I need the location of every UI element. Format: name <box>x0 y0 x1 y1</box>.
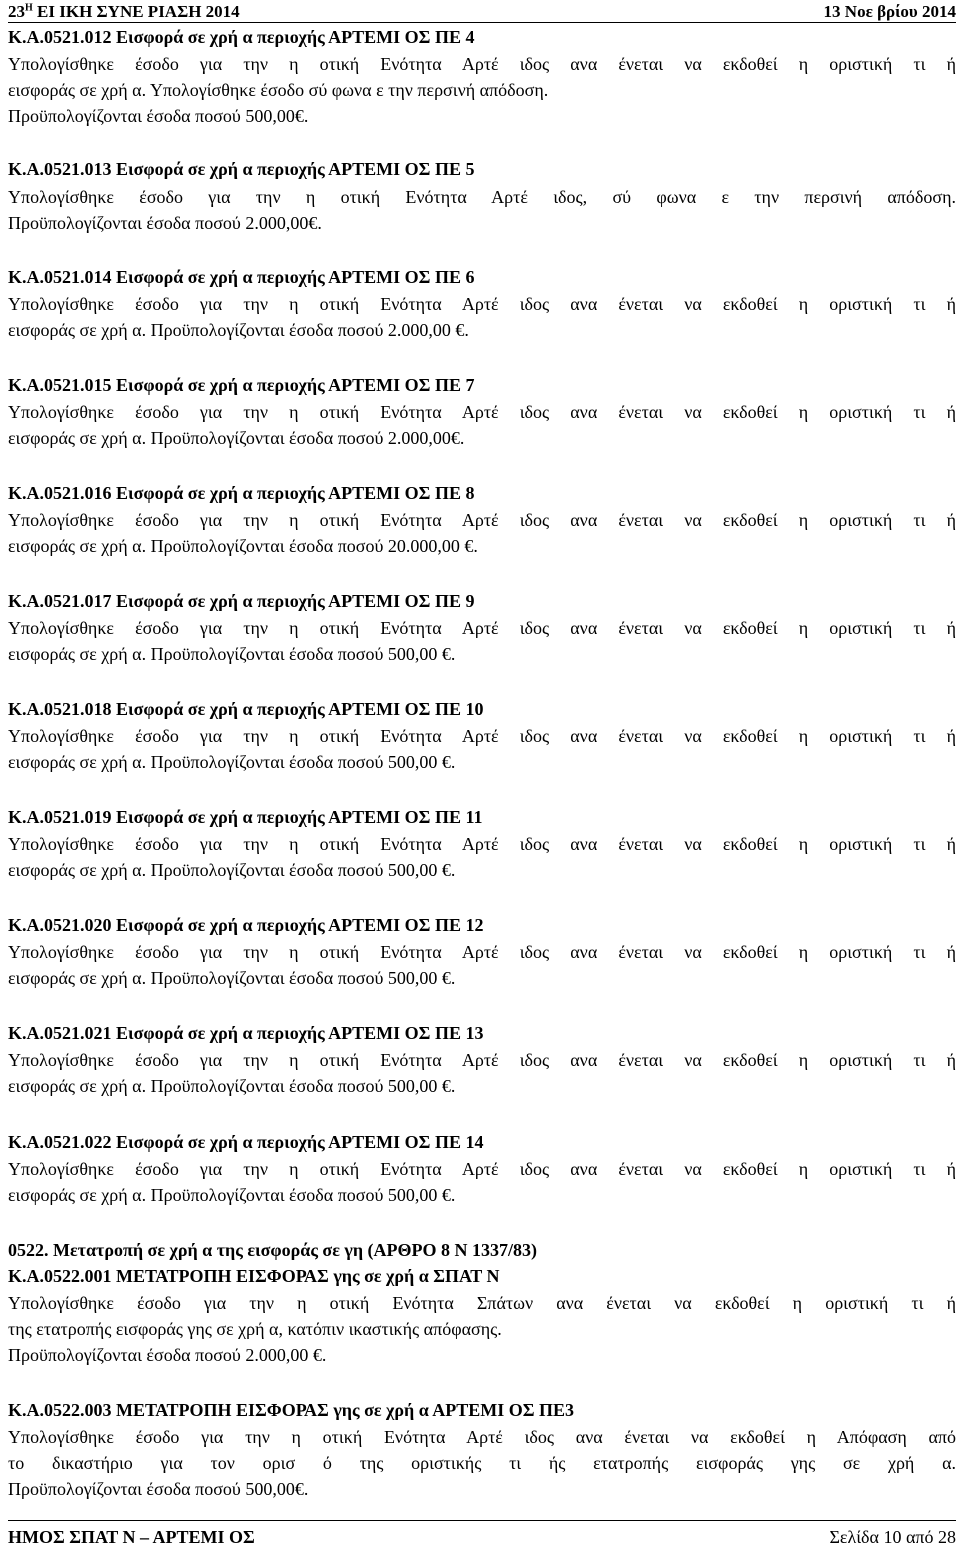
budget-line: εισφοράς σε χρή α. Προϋπολογίζονται έσοδα ποσού 2.000,00€. <box>8 428 465 448</box>
municipality-name: ΗΜΟΣ ΣΠΑΤ Ν – ΑΡΤΕΜΙ ΟΣ <box>8 1527 255 1547</box>
item-heading: Κ.Α.0521.012 Εισφορά σε χρή α περιοχής ΑΡΤΕΜΙ ΟΣ ΠΕ 4 <box>8 27 475 47</box>
budget-line: εισφοράς σε χρή α. Προϋπολογίζονται έσοδα ποσού 500,00 €. <box>8 644 456 664</box>
body-line: Υπολογίσθηκε έσοδο για την η οτική Ενότητα Αρτέ ιδος ανα ένεται να εκδοθεί η οριστική τι ή <box>8 834 956 854</box>
body-line: Υπολογίσθηκε έσοδο για την η οτική Ενότητα Αρτέ ιδος ανα ένεται να εκδοθεί η οριστική τι ή <box>8 402 956 422</box>
section-heading: 0522. Μετατροπή σε χρή α της εισφοράς σε γη (ΑΡΘΡΟ 8 Ν 1337/83) <box>8 1240 538 1260</box>
budget-line: εισφοράς σε χρή α. Προϋπολογίζονται έσοδα ποσού 500,00 €. <box>8 1185 456 1205</box>
body-line: Υπολογίσθηκε έσοδο για την η οτική Ενότητα Αρτέ ιδος ανα ένεται να εκδοθεί η Απόφαση από <box>8 1427 956 1447</box>
item-heading: Κ.Α.0521.013 Εισφορά σε χρή α περιοχής ΑΡΤΕΜΙ ΟΣ ΠΕ 5 <box>8 159 475 179</box>
budget-line: εισφοράς σε χρή α. Προϋπολογίζονται έσοδα ποσού 500,00 €. <box>8 752 456 772</box>
item-heading: Κ.Α.0521.014 Εισφορά σε χρή α περιοχής ΑΡΤΕΜΙ ΟΣ ΠΕ 6 <box>8 267 475 287</box>
item-heading: Κ.Α.0521.017 Εισφορά σε χρή α περιοχής ΑΡΤΕΜΙ ΟΣ ΠΕ 9 <box>8 591 475 611</box>
page-number: Σελίδα 10 από 28 <box>829 1527 956 1547</box>
item-heading: Κ.Α.0521.019 Εισφορά σε χρή α περιοχής ΑΡΤΕΜΙ ΟΣ ΠΕ 11 <box>8 807 483 827</box>
budget-line: εισφοράς σε χρή α. Προϋπολογίζονται έσοδα ποσού 2.000,00 €. <box>8 320 469 340</box>
body-line: Υπολογίσθηκε έσοδο για την η οτική Ενότητα Αρτέ ιδος, σύ φωνα ε την περσινή απόδοση. <box>8 187 956 207</box>
body-line: το δικαστήριο για τον ορισ ό της οριστικής τι ής ετατροπής εισφοράς γης σε χρή α. <box>8 1453 956 1473</box>
budget-line: εισφοράς σε χρή α. Προϋπολογίζονται έσοδα ποσού 500,00 €. <box>8 860 456 880</box>
session-title <box>8 2 240 22</box>
item-heading: Κ.Α.0522.003 ΜΕΤΑΤΡΟΠΗ ΕΙΣΦΟΡΑΣ γης σε χρή α ΑΡΤΕΜΙ ΟΣ ΠΕ3 <box>8 1400 575 1420</box>
body-line: Υπολογίσθηκε έσοδο για την η οτική Ενότητα Αρτέ ιδος ανα ένεται να εκδοθεί η οριστική τι ή <box>8 618 956 638</box>
item-heading: Κ.Α.0521.020 Εισφορά σε χρή α περιοχής ΑΡΤΕΜΙ ΟΣ ΠΕ 12 <box>8 915 484 935</box>
budget-line: Προϋπολογίζονται έσοδα ποσού 2.000,00€. <box>8 213 322 233</box>
budget-line: εισφοράς σε χρή α. Προϋπολογίζονται έσοδα ποσού 500,00 €. <box>8 968 456 988</box>
body-line: της ετατροπής εισφοράς γης σε χρή α, κατόπιν ικαστικής απόφασης. <box>8 1319 502 1339</box>
body-line: Υπολογίσθηκε έσοδο για την η οτική Ενότητα Αρτέ ιδος ανα ένεται να εκδοθεί η οριστική τι ή <box>8 1050 956 1070</box>
budget-line: Προϋπολογίζονται έσοδα ποσού 500,00€. <box>8 1479 309 1499</box>
body-line: εισφοράς σε χρή α. Υπολογίσθηκε έσοδο σύ φωνα ε την περσινή απόδοση. <box>8 80 549 100</box>
item-heading: Κ.Α.0521.018 Εισφορά σε χρή α περιοχής ΑΡΤΕΜΙ ΟΣ ΠΕ 10 <box>8 699 484 719</box>
item-heading: Κ.Α.0522.001 ΜΕΤΑΤΡΟΠΗ ΕΙΣΦΟΡΑΣ γης σε χρή α ΣΠΑΤ Ν <box>8 1266 500 1286</box>
body-line: Υπολογίσθηκε έσοδο για την η οτική Ενότητα Σπάτων ανα ένεται να εκδοθεί η οριστική τι ή <box>8 1293 956 1313</box>
budget-line: εισφοράς σε χρή α. Προϋπολογίζονται έσοδα ποσού 500,00 €. <box>8 1076 456 1096</box>
budget-line: εισφοράς σε χρή α. Προϋπολογίζονται έσοδα ποσού 20.000,00 €. <box>8 536 478 556</box>
page-header <box>8 2 956 23</box>
session-number-suffix: Η <box>25 2 33 14</box>
item-heading: Κ.Α.0521.021 Εισφορά σε χρή α περιοχής ΑΡΤΕΜΙ ΟΣ ΠΕ 13 <box>8 1023 484 1043</box>
body-line: Υπολογίσθηκε έσοδο για την η οτική Ενότητα Αρτέ ιδος ανα ένεται να εκδοθεί η οριστική τι ή <box>8 942 956 962</box>
body-line: Υπολογίσθηκε έσοδο για την η οτική Ενότητα Αρτέ ιδος ανα ένεται να εκδοθεί η οριστική τι ή <box>8 510 956 530</box>
session-title-text: ΕΙ ΙΚΗ ΣΥΝΕ ΡΙΑΣΗ 2014 <box>32 2 240 21</box>
body-line: Υπολογίσθηκε έσοδο για την η οτική Ενότητα Αρτέ ιδος ανα ένεται να εκδοθεί η οριστική τι ή <box>8 54 956 74</box>
page-footer <box>8 1520 956 1547</box>
item-heading: Κ.Α.0521.016 Εισφορά σε χρή α περιοχής ΑΡΤΕΜΙ ΟΣ ΠΕ 8 <box>8 483 475 503</box>
body-line: Υπολογίσθηκε έσοδο για την η οτική Ενότητα Αρτέ ιδος ανα ένεται να εκδοθεί η οριστική τι ή <box>8 726 956 746</box>
budget-line: Προϋπολογίζονται έσοδα ποσού 500,00€. <box>8 106 309 126</box>
budget-line: Προϋπολογίζονται έσοδα ποσού 2.000,00 €. <box>8 1345 327 1365</box>
session-number: 23 <box>8 2 25 21</box>
item-heading: Κ.Α.0521.022 Εισφορά σε χρή α περιοχής ΑΡΤΕΜΙ ΟΣ ΠΕ 14 <box>8 1132 484 1152</box>
body-line: Υπολογίσθηκε έσοδο για την η οτική Ενότητα Αρτέ ιδος ανα ένεται να εκδοθεί η οριστική τι ή <box>8 294 956 314</box>
item-heading: Κ.Α.0521.015 Εισφορά σε χρή α περιοχής ΑΡΤΕΜΙ ΟΣ ΠΕ 7 <box>8 375 475 395</box>
body-line: Υπολογίσθηκε έσοδο για την η οτική Ενότητα Αρτέ ιδος ανα ένεται να εκδοθεί η οριστική τι ή <box>8 1159 956 1179</box>
session-date: 13 Νοε βρίου 2014 <box>823 2 956 21</box>
